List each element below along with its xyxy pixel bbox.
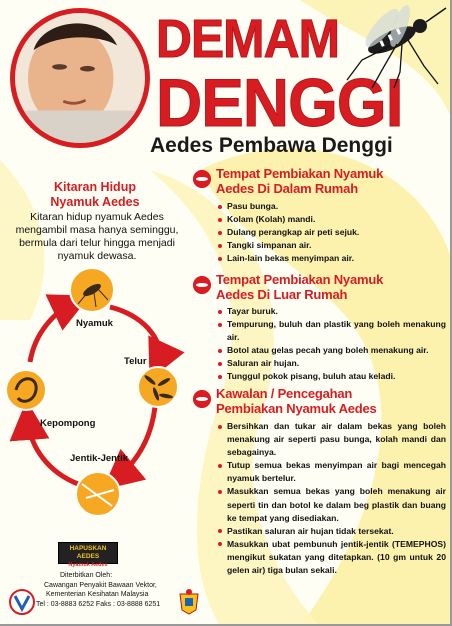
- mosquito-bullet-icon: [193, 390, 211, 408]
- life-cycle-title: [10, 180, 180, 210]
- mosquito-bullet-icon: [193, 276, 211, 294]
- title-demam: DEMAM: [156, 9, 340, 69]
- mosquito-bullet-icon: [193, 170, 211, 188]
- list-item: Lain-lain bekas menyimpan air.: [218, 252, 446, 265]
- section-prevention-title: [216, 386, 377, 416]
- vector-logo-icon: [8, 588, 36, 616]
- stage-label-nyamuk: Nyamuk: [76, 318, 113, 329]
- larva-stage-icon: [76, 472, 120, 516]
- section-prevention-title-line1: Kawalan / Pencegahan: [216, 386, 353, 401]
- publisher-line2: Kementerian Kesihatan Malaysia: [46, 591, 149, 598]
- section-prevention-title-line2: Pembiakan Nyamuk Aedes: [216, 401, 377, 416]
- outdoor-breeding-list: [218, 305, 446, 384]
- stage-label-kepompong: Kepompong: [40, 418, 96, 429]
- contact-phone: Tel : 03-8883 6252 Faks : 03-8888 6251: [36, 601, 161, 608]
- list-item: Tutup semua bekas menyimpan air bagi mencegah nyamuk bertelur.: [218, 459, 446, 485]
- mosquito-stage-icon: [70, 268, 114, 312]
- list-item: Masukkan ubat pembunuh jentik-jentik (TEMEPHOS) mengikut sukatan yang ditetapkan. (10 gm untuk 20 gelen air) tiga bulan sekali.: [218, 538, 446, 577]
- list-item: Tayar buruk.: [218, 305, 446, 318]
- life-cycle-description: Kitaran hidup nyamuk Aedes mengambil masa hanya seminggu, bermula dari telur hingga menjadi nyamuk dewasa.: [15, 211, 179, 262]
- sick-child-photo: [10, 8, 150, 148]
- list-item: Botol atau gelas pecah yang boleh menakung air.: [218, 344, 446, 357]
- list-item: Saluran air hujan.: [218, 357, 446, 370]
- list-item: Bersihkan dan tukar air dalam bekas yang boleh menakung air seperti pasu bunga, kolah mandi dan sebagainya.: [218, 420, 446, 459]
- list-item: Pastikan saluran air hujan tidak tersekat.: [218, 525, 446, 538]
- list-item: Masukkan semua bekas yang boleh menakung air seperti tin dan botol ke dalam beg plastik dan buang ke tempat yang disediakan.: [218, 485, 446, 524]
- title-denggi: DENGGI: [156, 65, 403, 141]
- subtitle: Aedes Pembawa Denggi: [150, 134, 393, 157]
- section-indoor-title-line1: Tempat Pembiakan Nyamuk: [216, 166, 384, 181]
- pupa-stage-icon: [6, 370, 46, 410]
- egg-stage-icon: [138, 367, 178, 407]
- life-cycle-diagram: [0, 262, 200, 532]
- list-item: Tunggul pokok pisang, buluh atau keladi.: [218, 370, 446, 383]
- section-outdoor-title-line2: Aedes Di Luar Rumah: [216, 287, 348, 302]
- mosquito-icon: [342, 0, 452, 90]
- list-item: Kolam (Kolah) mandi.: [218, 213, 446, 226]
- stamp-line1: HAPUSKAN: [69, 545, 107, 552]
- list-item: Tangki simpanan air.: [218, 239, 446, 252]
- hapuskan-aedes-stamp: [58, 542, 118, 568]
- section-outdoor-title: [216, 272, 383, 302]
- stamp-line3: Nyamuk Aedes: [68, 562, 108, 568]
- life-cycle-title-line1: Kitaran Hidup: [54, 180, 136, 194]
- prevention-list: [218, 420, 446, 577]
- stamp-line2: AEDES: [76, 553, 100, 560]
- section-outdoor-title-line1: Tempat Pembiakan Nyamuk: [216, 272, 384, 287]
- published-by-label: Diterbitkan Oleh:: [60, 572, 113, 579]
- list-item: Dulang perangkap air peti sejuk.: [218, 226, 446, 239]
- stage-label-telur: Telur: [124, 356, 147, 367]
- list-item: Pasu bunga.: [218, 200, 446, 213]
- publisher-line1: Cawangan Penyakit Bawaan Vektor,: [44, 582, 157, 589]
- indoor-breeding-list: [218, 200, 446, 265]
- section-indoor-title: [216, 166, 383, 196]
- list-item: Tempurung, buluh dan plastik yang boleh menakung air.: [218, 318, 446, 344]
- life-cycle-title-line2: Nyamuk Aedes: [50, 195, 140, 209]
- section-indoor-title-line2: Aedes Di Dalam Rumah: [216, 181, 358, 196]
- stage-label-jentik: Jentik-Jentik: [70, 453, 129, 464]
- ministry-crest-icon: [176, 588, 202, 616]
